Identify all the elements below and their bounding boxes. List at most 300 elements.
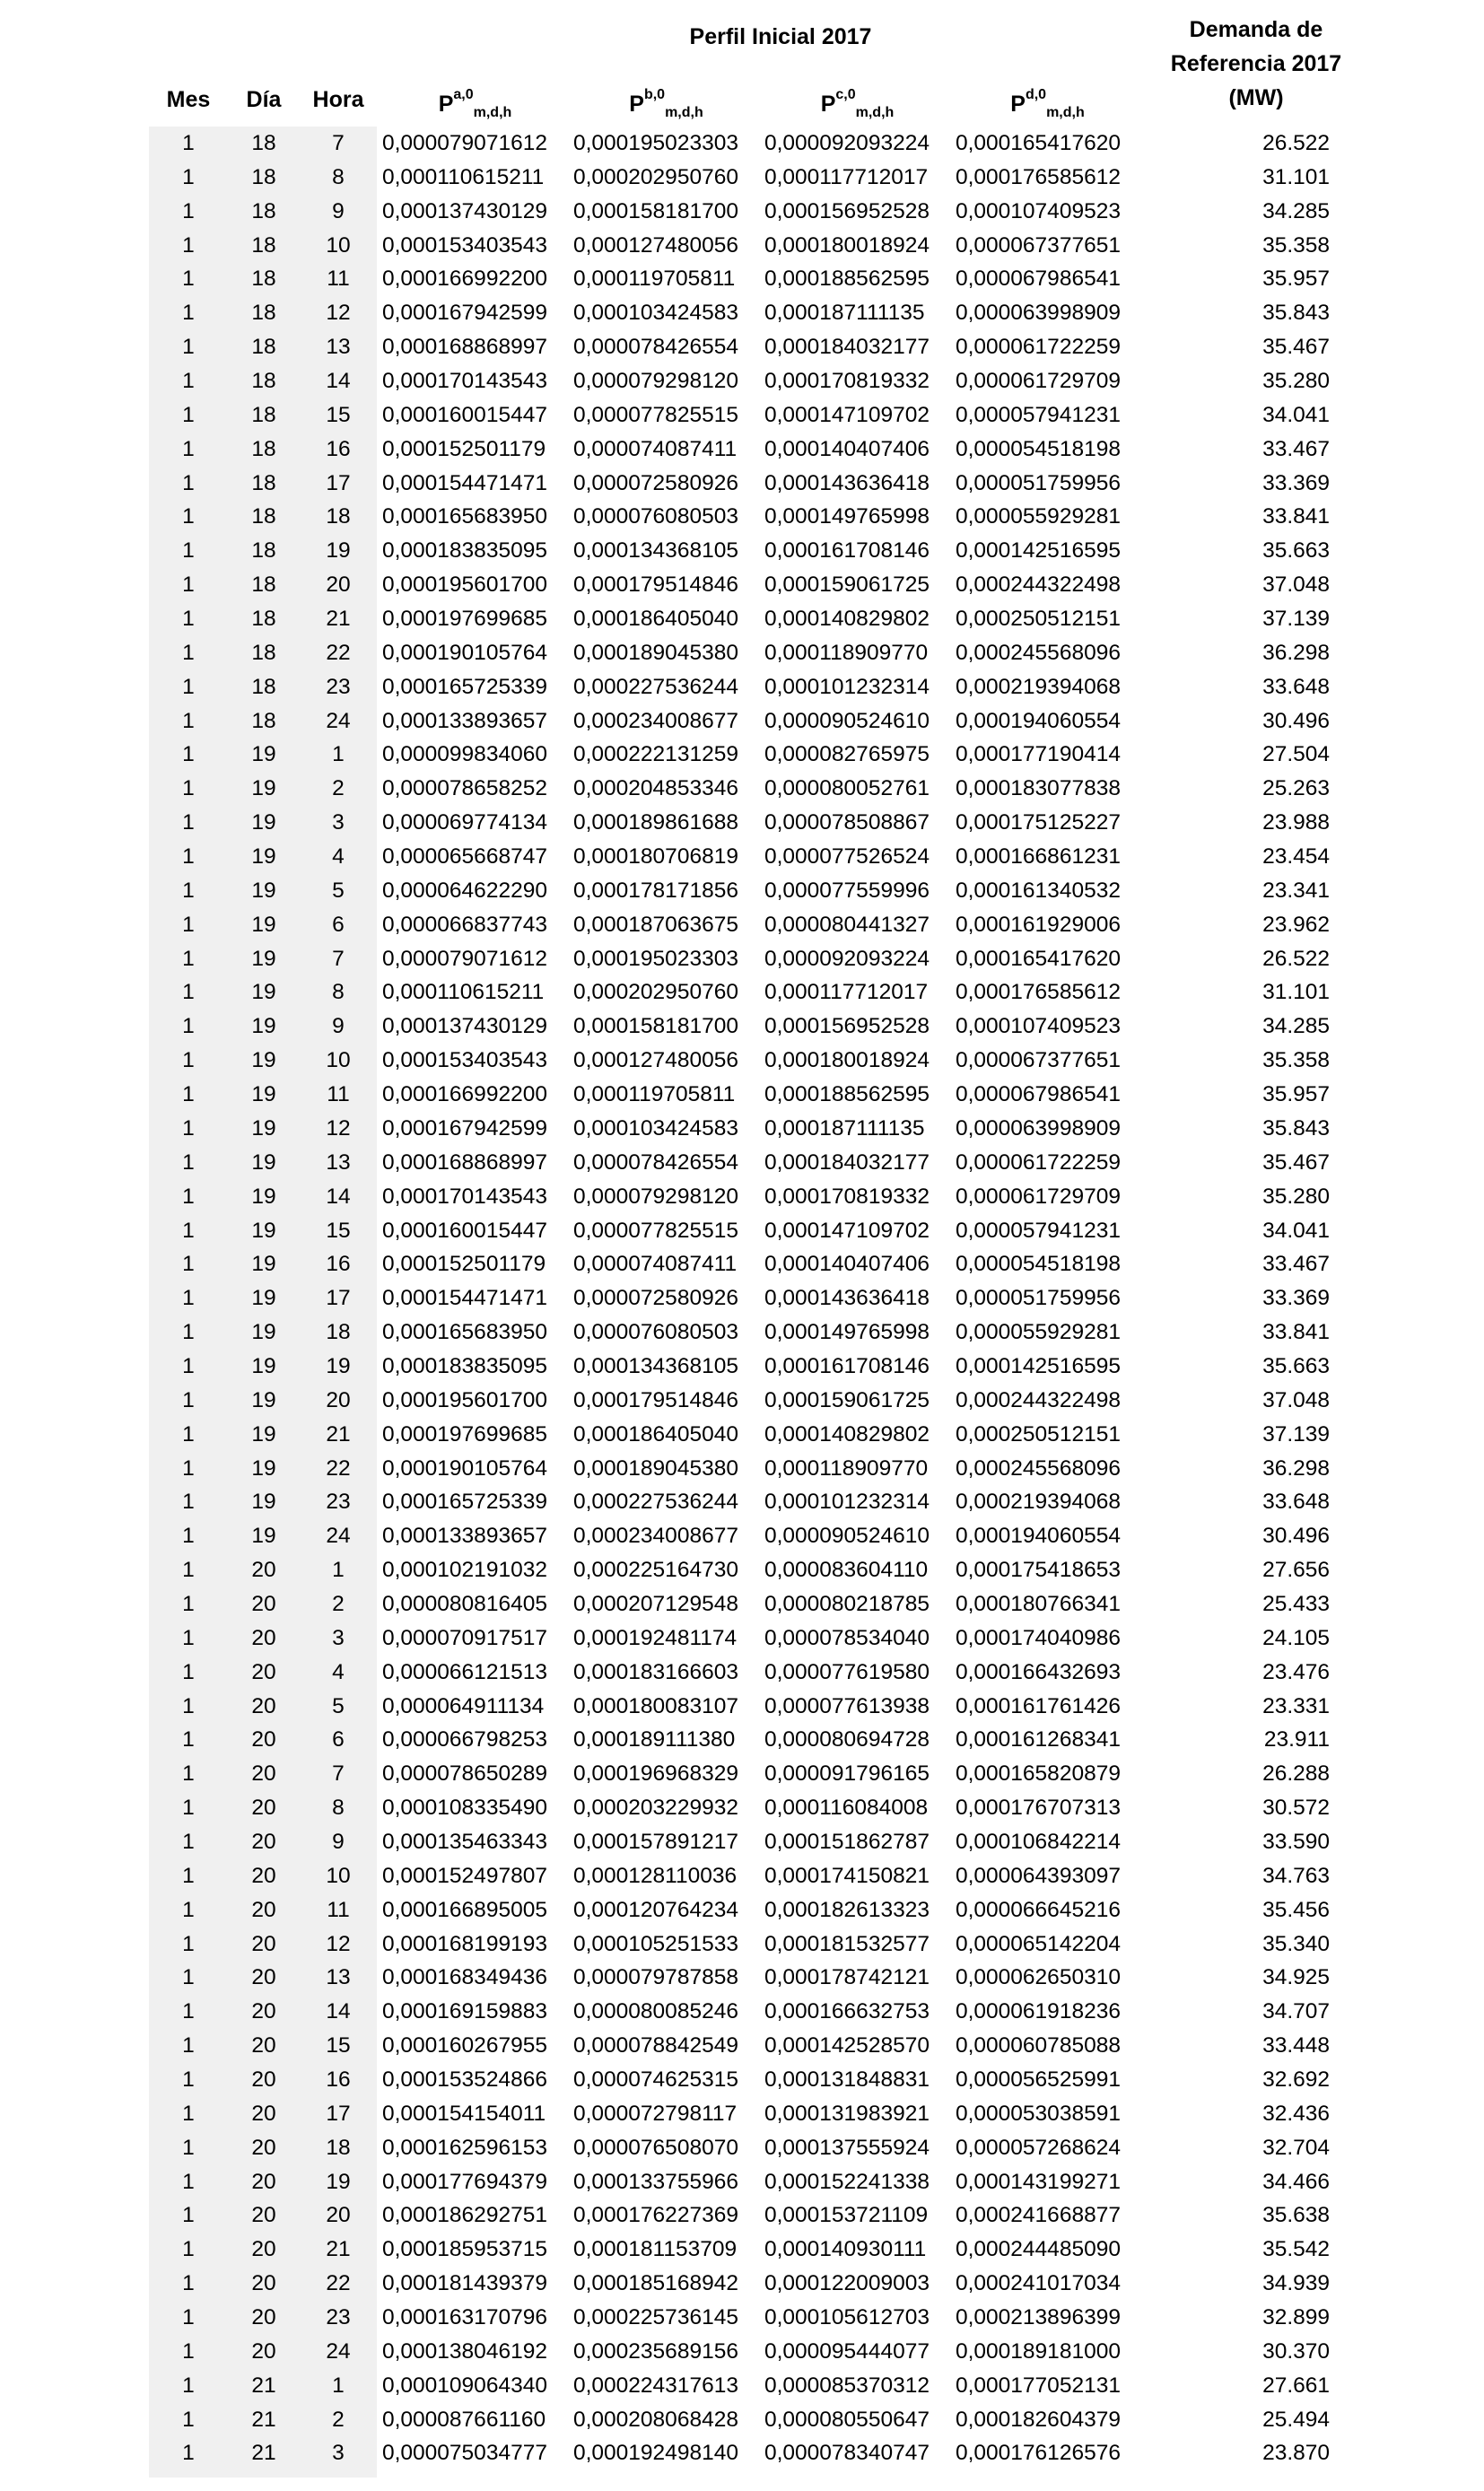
cell-hora: 16: [326, 1252, 351, 1277]
cell-mes: 1: [182, 369, 195, 394]
cell-demanda: 37.139: [1262, 1421, 1330, 1447]
cell-pd: 0,000055929281: [956, 504, 1121, 529]
cell-pc: 0,000156952528: [764, 198, 930, 223]
cell-pa: 0,000154154011: [382, 2101, 546, 2126]
cell-pb: 0,000178171856: [573, 878, 738, 903]
cell-mes: 1: [182, 572, 195, 598]
cell-pa: 0,000166895005: [382, 1897, 547, 1922]
cell-dia: 19: [251, 742, 276, 767]
table-row: [0, 364, 1484, 398]
cell-mes: 1: [182, 538, 195, 564]
cell-pd: 0,000194060554: [956, 1524, 1121, 1549]
cell-demanda: 33.590: [1262, 1829, 1330, 1854]
column-header-dia: Día: [246, 87, 282, 112]
cell-pc: 0,000101232314: [764, 674, 930, 699]
pb-sub: m,d,h: [665, 105, 703, 120]
cell-mes: 1: [182, 1455, 195, 1481]
cell-demanda: 31.101: [1262, 164, 1330, 189]
cell-demanda: 30.370: [1262, 2338, 1330, 2364]
cell-mes: 1: [182, 436, 195, 461]
cell-pb: 0,000235689156: [573, 2338, 738, 2364]
cell-demanda: 35.280: [1262, 1184, 1330, 1209]
cell-mes: 1: [182, 810, 195, 835]
cell-dia: 18: [251, 504, 276, 529]
cell-pa: 0,000170143543: [382, 369, 547, 394]
cell-dia: 20: [251, 1931, 276, 1956]
cell-mes: 1: [182, 1796, 195, 1821]
cell-pb: 0,000127480056: [573, 1048, 738, 1073]
cell-pc: 0,000187111135: [764, 301, 925, 326]
cell-demanda: 25.494: [1262, 2407, 1330, 2432]
cell-pc: 0,000090524610: [764, 1524, 930, 1549]
cell-pb: 0,000074087411: [573, 436, 738, 461]
cell-demanda: 32.704: [1262, 2135, 1330, 2160]
cell-hora: 15: [326, 402, 351, 427]
cell-demanda: 26.522: [1262, 946, 1330, 971]
demand-header-line-3: (MW): [1228, 85, 1284, 110]
table-row: [0, 874, 1484, 908]
cell-pd: 0,000057941231: [956, 1218, 1121, 1243]
cell-mes: 1: [182, 198, 195, 223]
cell-pa: 0,000168868997: [382, 335, 547, 360]
cell-pa: 0,000165725339: [382, 1490, 547, 1515]
table-row: [0, 1825, 1484, 1859]
cell-mes: 1: [182, 1218, 195, 1243]
cell-pc: 0,000131983921: [764, 2101, 930, 2126]
cell-pc: 0,000080441327: [764, 912, 930, 937]
cell-pc: 0,000077613938: [764, 1693, 930, 1718]
cell-pc: 0,000082765975: [764, 742, 930, 767]
cell-dia: 18: [251, 640, 276, 665]
cell-mes: 1: [182, 2169, 195, 2194]
cell-pb: 0,000176227369: [573, 2203, 738, 2228]
cell-pb: 0,000074087411: [573, 1252, 738, 1277]
cell-mes: 1: [182, 1931, 195, 1956]
cell-demanda: 34.041: [1262, 402, 1330, 427]
cell-pa: 0,000167942599: [382, 301, 547, 326]
cell-dia: 18: [251, 607, 276, 632]
cell-hora: 11: [327, 1082, 350, 1107]
cell-pc: 0,000078340747: [764, 2441, 930, 2466]
cell-pd: 0,000060785088: [956, 2033, 1121, 2058]
cell-hora: 10: [326, 1048, 351, 1073]
cell-mes: 1: [182, 878, 195, 903]
table-row: [0, 738, 1484, 772]
cell-mes: 1: [182, 1863, 195, 1888]
cell-pc: 0,000147109702: [764, 402, 930, 427]
cell-pd: 0,000244322498: [956, 1387, 1121, 1412]
cell-demanda: 35.843: [1262, 301, 1330, 326]
cell-pb: 0,000186405040: [573, 1421, 738, 1447]
cell-mes: 1: [182, 1897, 195, 1922]
cell-pb: 0,000195023303: [573, 946, 738, 971]
cell-pd: 0,000194060554: [956, 708, 1121, 733]
cell-mes: 1: [182, 301, 195, 326]
table-row: [0, 1247, 1484, 1281]
cell-hora: 2: [332, 776, 345, 801]
cell-pc: 0,000077526524: [764, 844, 930, 870]
cell-demanda: 34.925: [1262, 1965, 1330, 1990]
cell-pc: 0,000181532577: [764, 1931, 930, 1956]
cell-pc: 0,000143636418: [764, 1286, 930, 1311]
cell-dia: 19: [251, 1455, 276, 1481]
cell-pb: 0,000227536244: [573, 1490, 738, 1515]
cell-demanda: 27.656: [1262, 1558, 1330, 1583]
cell-pc: 0,000161708146: [764, 538, 930, 564]
cell-mes: 1: [182, 1320, 195, 1345]
cell-pd: 0,000177052131: [956, 2373, 1121, 2398]
cell-demanda: 35.358: [1262, 232, 1330, 258]
cell-pa: 0,000078650289: [382, 1761, 547, 1787]
cell-mes: 1: [182, 2101, 195, 2126]
cell-demanda: 35.957: [1262, 267, 1330, 292]
cell-pc: 0,000159061725: [764, 572, 930, 598]
cell-pb: 0,000179514846: [573, 1387, 738, 1412]
cell-pd: 0,000067986541: [956, 267, 1121, 292]
cell-pd: 0,000244322498: [956, 572, 1121, 598]
cell-pd: 0,000250512151: [956, 607, 1121, 632]
cell-dia: 18: [251, 572, 276, 598]
cell-pd: 0,000166861231: [956, 844, 1121, 870]
table-row: [0, 1214, 1484, 1248]
cell-demanda: 37.048: [1262, 1387, 1330, 1412]
cell-pb: 0,000119705811: [573, 1082, 736, 1107]
cell-pa: 0,000133893657: [382, 1524, 547, 1549]
cell-hora: 7: [332, 1761, 345, 1787]
cell-dia: 20: [251, 1829, 276, 1854]
cell-dia: 20: [251, 2169, 276, 2194]
cell-demanda: 33.841: [1262, 1320, 1330, 1345]
cell-pa: 0,000152497807: [382, 1863, 547, 1888]
cell-pc: 0,000184032177: [764, 1149, 930, 1175]
cell-hora: 8: [332, 1796, 345, 1821]
cell-dia: 18: [251, 402, 276, 427]
cell-pa: 0,000109064340: [382, 2373, 547, 2398]
cell-pd: 0,000176585612: [956, 980, 1121, 1005]
cell-demanda: 33.369: [1262, 470, 1330, 495]
table-row: [0, 1859, 1484, 1893]
cell-hora: 3: [332, 1625, 345, 1650]
cell-pb: 0,000079298120: [573, 1184, 738, 1209]
cell-dia: 20: [251, 1863, 276, 1888]
cell-hora: 16: [326, 2067, 351, 2092]
cell-pd: 0,000065142204: [956, 1931, 1121, 1956]
cell-hora: 24: [326, 2338, 351, 2364]
cell-demanda: 35.843: [1262, 1115, 1330, 1141]
cell-demanda: 30.496: [1262, 708, 1330, 733]
cell-pd: 0,000067377651: [956, 1048, 1121, 1073]
cell-pc: 0,000077619580: [764, 1659, 930, 1684]
cell-pa: 0,000137430129: [382, 1014, 547, 1039]
cell-pa: 0,000079071612: [382, 946, 547, 971]
cell-pb: 0,000187063675: [573, 912, 738, 937]
cell-hora: 13: [326, 1965, 351, 1990]
cell-demanda: 26.288: [1262, 1761, 1330, 1787]
cell-pb: 0,000192481174: [573, 1625, 738, 1650]
cell-demanda: 36.298: [1262, 640, 1330, 665]
cell-hora: 9: [332, 198, 345, 223]
cell-pb: 0,000185168942: [573, 2271, 738, 2296]
cell-pc: 0,000085370312: [764, 2373, 930, 2398]
cell-pb: 0,000225736145: [573, 2305, 738, 2329]
cell-dia: 19: [251, 1149, 276, 1175]
demand-column-header: [1122, 13, 1391, 115]
cell-pb: 0,000234008677: [573, 708, 738, 733]
table-row: [0, 772, 1484, 806]
cell-dia: 19: [251, 1286, 276, 1311]
cell-pb: 0,000080085246: [573, 1999, 738, 2024]
cell-hora: 24: [326, 708, 351, 733]
cell-pd: 0,000161761426: [956, 1693, 1121, 1718]
cell-demanda: 33.648: [1262, 1490, 1330, 1515]
cell-mes: 1: [182, 1693, 195, 1718]
cell-hora: 20: [326, 1387, 351, 1412]
pb-base: P: [629, 92, 644, 117]
cell-pb: 0,000134368105: [573, 1353, 738, 1378]
cell-demanda: 34.466: [1262, 2169, 1330, 2194]
cell-pa: 0,000102191032: [382, 1558, 547, 1583]
table-row: [0, 1757, 1484, 1791]
cell-pd: 0,000142516595: [956, 538, 1121, 564]
cell-pc: 0,000118909770: [764, 1455, 929, 1481]
table-row: [0, 161, 1484, 195]
cell-pb: 0,000103424583: [573, 1115, 738, 1141]
cell-pa: 0,000195601700: [382, 572, 547, 598]
cell-pb: 0,000181153709: [573, 2237, 738, 2262]
cell-pc: 0,000170819332: [764, 1184, 930, 1209]
cell-dia: 21: [251, 2441, 276, 2466]
cell-hora: 5: [332, 1693, 345, 1718]
cell-pb: 0,000103424583: [573, 301, 738, 326]
cell-pa: 0,000162596153: [382, 2135, 547, 2160]
cell-mes: 1: [182, 164, 195, 189]
cell-dia: 20: [251, 1727, 276, 1752]
cell-dia: 20: [251, 2135, 276, 2160]
cell-hora: 21: [326, 607, 351, 632]
table-row: [0, 1281, 1484, 1315]
cell-demanda: 35.638: [1262, 2203, 1330, 2228]
cell-hora: 10: [326, 232, 351, 258]
cell-pa: 0,000152501179: [382, 436, 546, 461]
cell-pa: 0,000177694379: [382, 2169, 547, 2194]
cell-dia: 20: [251, 1659, 276, 1684]
cell-hora: 9: [332, 1014, 345, 1039]
cell-pb: 0,000189045380: [573, 640, 738, 665]
cell-mes: 1: [182, 1082, 195, 1107]
cell-dia: 18: [251, 198, 276, 223]
table-row: [0, 2198, 1484, 2233]
cell-hora: 17: [326, 1286, 351, 1311]
cell-pa: 0,000165683950: [382, 504, 547, 529]
cell-mes: 1: [182, 1014, 195, 1039]
cell-pd: 0,000142516595: [956, 1353, 1121, 1378]
table-row: [0, 1893, 1484, 1927]
cell-pa: 0,000190105764: [382, 640, 547, 665]
cell-pa: 0,000190105764: [382, 1455, 547, 1481]
column-header-pb: [573, 87, 759, 121]
cell-mes: 1: [182, 2271, 195, 2296]
cell-pa: 0,000183835095: [382, 1353, 547, 1378]
table-row: [0, 262, 1484, 296]
cell-dia: 19: [251, 1387, 276, 1412]
cell-pd: 0,000056525991: [956, 2067, 1121, 2092]
cell-dia: 20: [251, 2067, 276, 2092]
cell-dia: 20: [251, 2203, 276, 2228]
column-header-pd: [956, 87, 1139, 121]
cell-mes: 1: [182, 1999, 195, 2024]
column-header-hora: Hora: [312, 87, 364, 112]
cell-pa: 0,000133893657: [382, 708, 547, 733]
cell-hora: 18: [326, 504, 351, 529]
cell-hora: 19: [326, 2169, 351, 2194]
cell-pa: 0,000110615211: [382, 980, 545, 1005]
cell-pc: 0,000078534040: [764, 1625, 930, 1650]
cell-hora: 19: [326, 1353, 351, 1378]
cell-pb: 0,000078842549: [573, 2033, 738, 2058]
cell-dia: 18: [251, 436, 276, 461]
column-header-pa: [382, 87, 568, 121]
cell-pb: 0,000119705811: [573, 267, 736, 292]
cell-pa: 0,000064911134: [382, 1693, 545, 1718]
table-row: [0, 1315, 1484, 1350]
cell-demanda: 32.692: [1262, 2067, 1330, 2092]
cell-demanda: 30.496: [1262, 1524, 1330, 1549]
cell-demanda: 35.663: [1262, 538, 1330, 564]
cell-mes: 1: [182, 1829, 195, 1854]
cell-pc: 0,000080218785: [764, 1591, 930, 1616]
pc-base: P: [820, 92, 836, 117]
cell-dia: 21: [251, 2373, 276, 2398]
cell-pb: 0,000179514846: [573, 572, 738, 598]
cell-demanda: 33.648: [1262, 674, 1330, 699]
cell-demanda: 27.504: [1262, 742, 1330, 767]
cell-pb: 0,000189861688: [573, 810, 738, 835]
cell-pc: 0,000140829802: [764, 607, 930, 632]
cell-pc: 0,000156952528: [764, 1014, 930, 1039]
table-row: [0, 1656, 1484, 1690]
cell-mes: 1: [182, 946, 195, 971]
cell-demanda: 23.911: [1263, 1727, 1330, 1752]
cell-pa: 0,000197699685: [382, 607, 547, 632]
cell-pa: 0,000064622290: [382, 878, 547, 903]
cell-pd: 0,000067377651: [956, 232, 1121, 258]
cell-demanda: 32.899: [1262, 2305, 1330, 2329]
cell-mes: 1: [182, 1421, 195, 1447]
table-row: [0, 1384, 1484, 1418]
table-row: [0, 1485, 1484, 1519]
table-row: [0, 908, 1484, 942]
cell-pb: 0,000204853346: [573, 776, 738, 801]
cell-pa: 0,000166992200: [382, 1082, 547, 1107]
cell-dia: 19: [251, 1184, 276, 1209]
table-row: [0, 398, 1484, 433]
cell-demanda: 34.285: [1262, 1014, 1330, 1039]
cell-demanda: 35.456: [1262, 1897, 1330, 1922]
cell-pc: 0,000140407406: [764, 1252, 930, 1277]
cell-pb: 0,000079787858: [573, 1965, 738, 1990]
cell-pc: 0,000188562595: [764, 1082, 930, 1107]
cell-pc: 0,000101232314: [764, 1490, 930, 1515]
cell-pc: 0,000131848831: [764, 2067, 930, 2092]
cell-demanda: 25.433: [1262, 1591, 1330, 1616]
cell-mes: 1: [182, 1490, 195, 1515]
cell-pa: 0,000154471471: [382, 1286, 547, 1311]
cell-mes: 1: [182, 2237, 195, 2262]
cell-hora: 5: [332, 878, 345, 903]
cell-pa: 0,000167942599: [382, 1115, 547, 1141]
cell-pa: 0,000078658252: [382, 776, 547, 801]
cell-pd: 0,000241668877: [956, 2203, 1121, 2228]
cell-pc: 0,000174150821: [764, 1863, 930, 1888]
cell-pb: 0,000186405040: [573, 607, 738, 632]
cell-hora: 1: [332, 1558, 345, 1583]
cell-hora: 10: [326, 1863, 351, 1888]
cell-pd: 0,000245568096: [956, 640, 1121, 665]
cell-hora: 2: [332, 2407, 345, 2432]
table-row: [0, 534, 1484, 568]
cell-mes: 1: [182, 1115, 195, 1141]
cell-dia: 19: [251, 946, 276, 971]
cell-pa: 0,000168349436: [382, 1965, 547, 1990]
table-row: [0, 568, 1484, 602]
cell-hora: 23: [326, 2305, 351, 2329]
cell-pd: 0,000107409523: [956, 1014, 1121, 1039]
table-row: [0, 1112, 1484, 1146]
cell-pc: 0,000078508867: [764, 810, 930, 835]
cell-pb: 0,000192498140: [573, 2441, 738, 2466]
cell-pc: 0,000153721109: [764, 2203, 929, 2228]
cell-dia: 20: [251, 2338, 276, 2364]
cell-mes: 1: [182, 267, 195, 292]
table-row: [0, 195, 1484, 229]
table-row: [0, 2369, 1484, 2403]
table-row: [0, 942, 1484, 976]
cell-demanda: 36.298: [1262, 1455, 1330, 1481]
cell-demanda: 23.476: [1262, 1659, 1330, 1684]
cell-pd: 0,000244485090: [956, 2237, 1121, 2262]
cell-demanda: 33.467: [1262, 1252, 1330, 1277]
cell-pb: 0,000128110036: [573, 1863, 738, 1888]
cell-pb: 0,000227536244: [573, 674, 738, 699]
cell-mes: 1: [182, 1591, 195, 1616]
cell-dia: 19: [251, 1353, 276, 1378]
cell-mes: 1: [182, 674, 195, 699]
cell-mes: 1: [182, 980, 195, 1005]
cell-mes: 1: [182, 912, 195, 937]
table-row: [0, 2403, 1484, 2437]
table-row: [0, 2301, 1484, 2335]
cell-pc: 0,000161708146: [764, 1353, 930, 1378]
table-row: [0, 2029, 1484, 2063]
cell-dia: 20: [251, 1897, 276, 1922]
cell-mes: 1: [182, 708, 195, 733]
cell-pa: 0,000153403543: [382, 1048, 547, 1073]
cell-pc: 0,000147109702: [764, 1218, 930, 1243]
cell-mes: 1: [182, 504, 195, 529]
cell-dia: 19: [251, 912, 276, 937]
cell-pc: 0,000117712017: [764, 164, 929, 189]
cell-mes: 1: [182, 335, 195, 360]
cell-mes: 1: [182, 640, 195, 665]
cell-mes: 1: [182, 1149, 195, 1175]
cell-hora: 13: [326, 335, 351, 360]
cell-hora: 2: [332, 1591, 345, 1616]
cell-hora: 15: [326, 1218, 351, 1243]
cell-pb: 0,000203229932: [573, 1796, 738, 1821]
cell-pb: 0,000127480056: [573, 232, 738, 258]
cell-hora: 1: [332, 2373, 345, 2398]
cell-pc: 0,000178742121: [764, 1965, 930, 1990]
